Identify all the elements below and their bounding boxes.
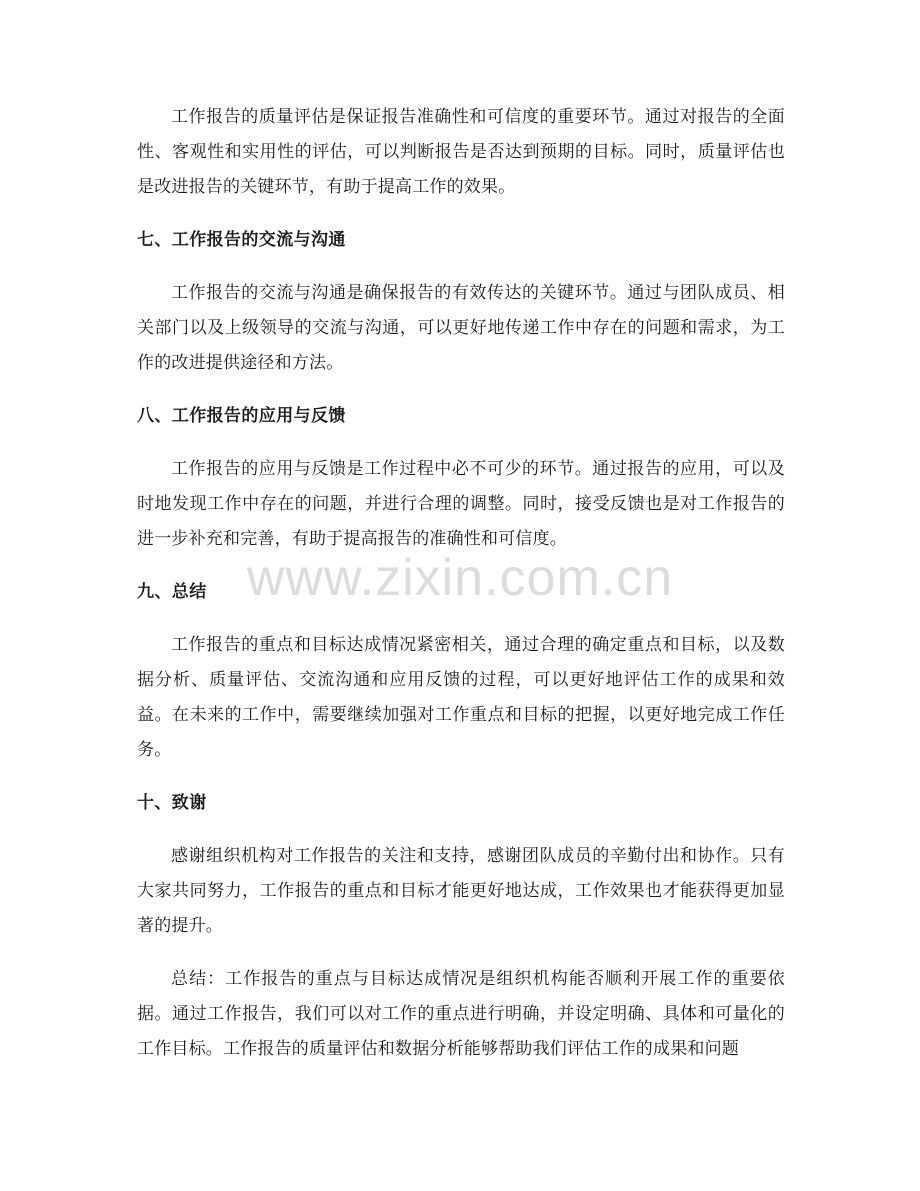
paragraph-conclusion: 总结：工作报告的重点与目标达成情况是组织机构能否顺利开展工作的重要依据。通过工作报告，我们可以对工作的重点进行明确，并设定明确、具体和可量化的工作目标。工作报告的质量评估和数据分析能够帮助我们评估工作的成果和问题 bbox=[137, 969, 785, 1059]
section-heading-8: 八、工作报告的应用与反馈 bbox=[137, 406, 346, 426]
paragraph-acknowledgement: 感谢组织机构对工作报告的关注和支持，感谢团队成员的辛勤付出和协作。只有大家共同努力，工作报告的重点和目标才能更好地达成，工作效果也才能获得更加显著的提升。 bbox=[137, 846, 785, 936]
section-heading-10: 十、致谢 bbox=[137, 793, 207, 813]
watermark-text: www.zixin.com.cn bbox=[246, 549, 674, 607]
paragraph-application-feedback: 工作报告的应用与反馈是工作过程中必不可少的环节。通过报告的应用，可以及时地发现工作中存在的问题，并进行合理的调整。同时，接受反馈也是对工作报告的进一步补充和完善，有助于提高报告的准确性和可信度。 bbox=[137, 459, 785, 549]
paragraph-communication: 工作报告的交流与沟通是确保报告的有效传达的关键环节。通过与团队成员、相关部门以及上级领导的交流与沟通，可以更好地传递工作中存在的问题和需求，为工作的改进提供途径和方法。 bbox=[137, 283, 785, 373]
paragraph-summary: 工作报告的重点和目标达成情况紧密相关，通过合理的确定重点和目标，以及数据分析、质量评估、交流沟通和应用反馈的过程，可以更好地评估工作的成果和效益。在未来的工作中，需要继续加强对工作重点和目标的把握，以更好地完成工作任务。 bbox=[137, 635, 785, 760]
section-heading-7: 七、工作报告的交流与沟通 bbox=[137, 230, 346, 250]
paragraph-quality-assessment: 工作报告的质量评估是保证报告准确性和可信度的重要环节。通过对报告的全面性、客观性和实用性的评估，可以判断报告是否达到预期的目标。同时，质量评估也是改进报告的关键环节，有助于提高工作的效果。 bbox=[137, 107, 785, 197]
section-heading-9: 九、总结 bbox=[137, 582, 207, 602]
document-body bbox=[137, 100, 785, 1085]
